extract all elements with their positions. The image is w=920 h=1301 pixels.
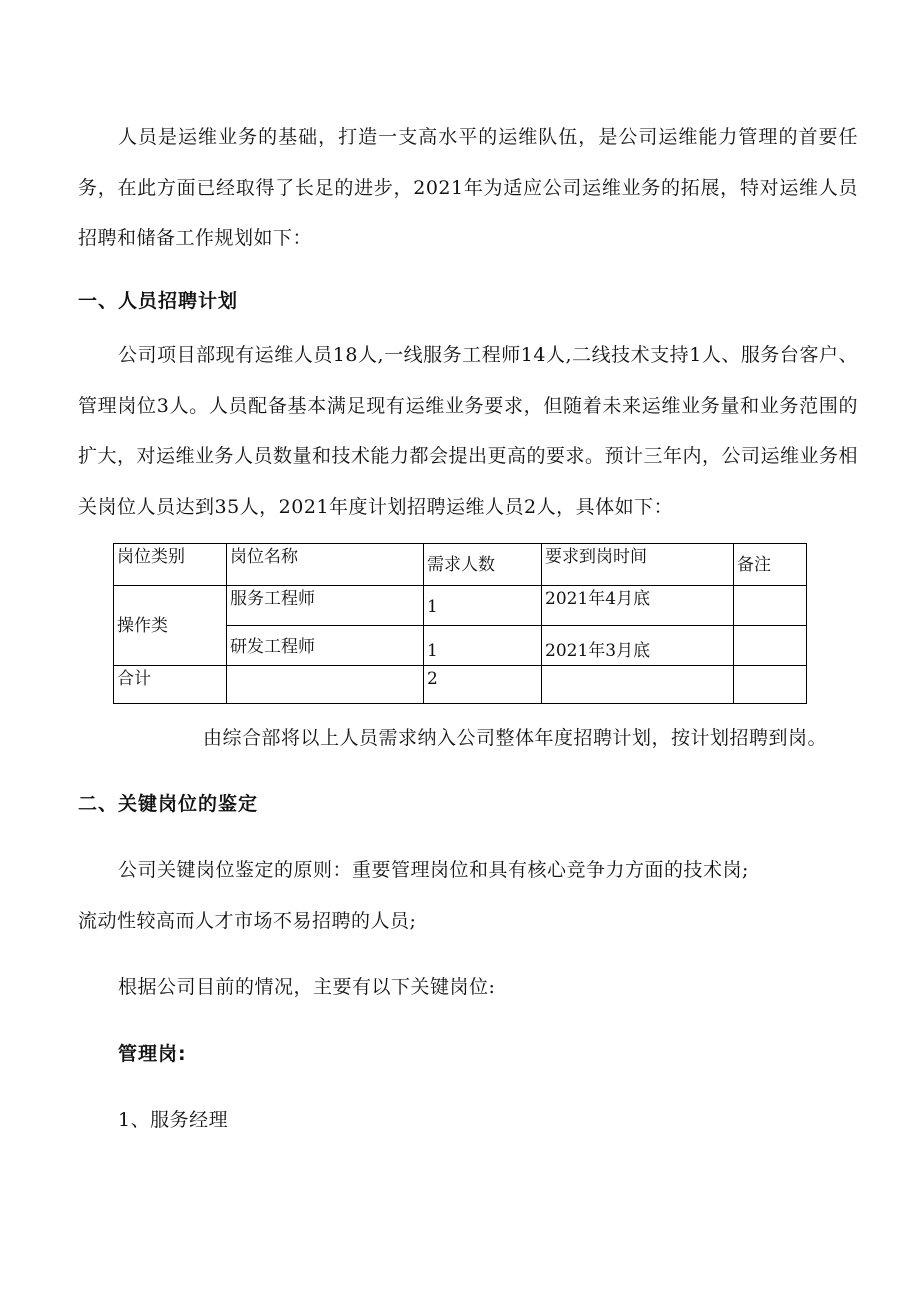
header-count: 需求人数 [424,544,542,586]
count-cell: 1 [424,586,542,626]
table-row [114,586,807,626]
management-title: 管理岗: [118,1043,187,1065]
header-category: 岗位类别 [114,544,227,586]
date-cell: 2021年4月底 [542,586,734,626]
position-cell: 研发工程师 [227,626,424,666]
current-situation: 根据公司目前的情况，主要有以下关键岗位: [118,976,496,998]
total-date [542,666,734,704]
category-cell: 操作类 [114,586,227,666]
table-header-row [114,544,807,586]
intro-paragraph: 人员是运维业务的基础，打造一支高水平的运维队伍，是公司运维能力管理的首要任务，在此方面已经取得了长足的进步，2021年为适应公司运维业务的拓展，特对运维人员招聘和储备工作规划如下： [78,126,858,249]
note-cell [734,626,807,666]
total-label: 合计 [114,666,227,704]
recruitment-table [113,543,807,704]
total-count: 2 [424,666,542,704]
table-total-row [114,666,807,704]
list-item: 1、服务经理 [118,1109,229,1131]
section1-body: 公司项目部现有运维人员18人,一线服务工程师14人,二线技术支持1人、服务台客户、管理岗位3人。人员配备基本满足现有运维业务要求，但随着未来运维业务量和业务范围的扩大，对运维业务人员数量和技术能力都会提出更高的要求。预计三年内，公司运维业务相关岗位人员达到35人，2021年度计划招聘运维人员2人，具体如下： [78,344,859,518]
position-cell: 服务工程师 [227,586,424,626]
total-note [734,666,807,704]
section1-title: 一、人员招聘计划 [78,290,239,312]
principle-line2: 流动性较高而人才市场不易招聘的人员; [78,910,417,932]
header-position: 岗位名称 [227,544,424,586]
date-cell: 2021年3月底 [542,626,734,666]
count-cell: 1 [424,626,542,666]
section2-title: 二、关键岗位的鉴定 [78,793,259,815]
header-note: 备注 [734,544,807,586]
after-table-note: 由综合部将以上人员需求纳入公司整体年度招聘计划，按计划招聘到岗。 [203,727,828,749]
total-position [227,666,424,704]
principle-line1: 公司关键岗位鉴定的原则：重要管理岗位和具有核心竞争力方面的技术岗; [118,859,749,881]
header-date: 要求到岗时间 [542,544,734,586]
note-cell [734,586,807,626]
